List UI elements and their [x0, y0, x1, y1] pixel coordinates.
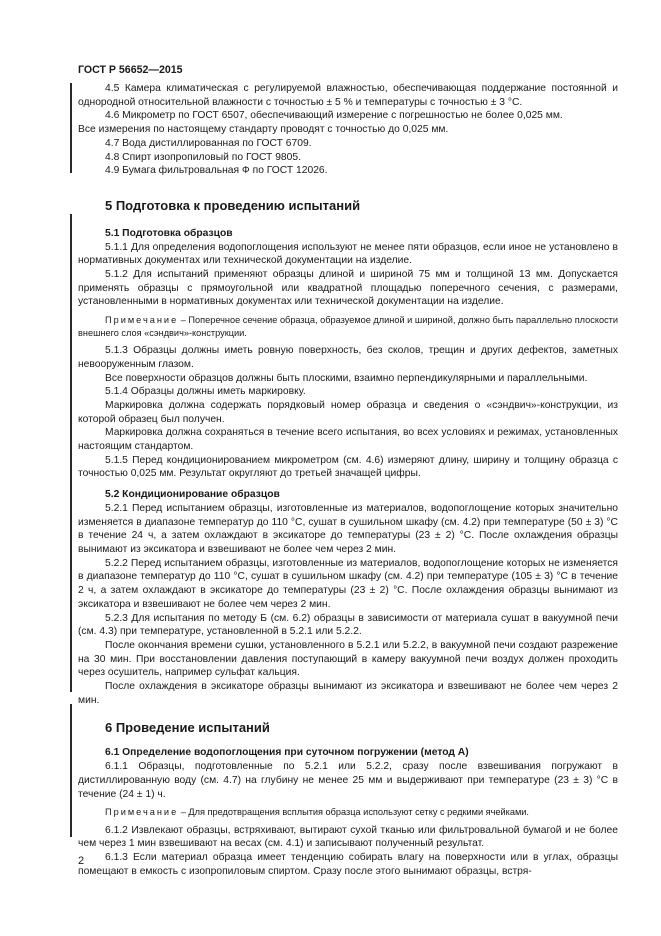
note	[78, 314, 618, 339]
paragraph: 6.1.1 Образцы, подготовленные по 5.2.1 или 5.2.2, сразу после взвешивания погружают в дистиллированную воду (см. 4.7) на глубину не менее 25 мм и выдерживают при температуре (23 ± 3) °C в течение (24 ± 1) ч.	[78, 761, 618, 800]
paragraph: 4.9 Бумага фильтровальная Ф по ГОСТ 12026.	[105, 165, 328, 177]
paragraph: 4.6 Микрометр по ГОСТ 6507, обеспечивающий измерение с погрешностью не более 0,025 мм.	[105, 110, 563, 122]
note-text: – Поперечное сечение образца, образуемое длиной и шириной, должно быть параллельно плоскости внешнего слоя «сэндвич»-конструкции.	[78, 315, 618, 338]
paragraph: 5.2.2 Перед испытанием образцы, изготовленные из материалов, водопоглощение которых не изменяется в диапазоне температур до 110 °C, сушат в сушильном шкафу (см. 4.2) при температуре (105 ± 3) °C в течение 2 ч, а затем охлаждают в эксикаторе до температуры (23 ± 2) °C. После охлаждения образцы вынимают из эксикатора и взвешивают не более чем через 2 мин.	[78, 557, 618, 610]
paragraph: 5.1.3 Образцы должны иметь ровную поверхность, без сколов, трещин и других дефектов, заметных невооруженным глазом.	[78, 345, 618, 370]
paragraph: 6.1.2 Извлекают образцы, встряхивают, вытирают сухой тканью или фильтровальной бумагой и не более чем через 1 мин взвешивают на весах (см. 4.1) и записывают полученный результат.	[78, 824, 618, 850]
change-bar	[70, 704, 72, 837]
section-heading: 5 Подготовка к проведению испытаний	[105, 197, 361, 213]
change-bar	[70, 83, 72, 173]
note	[78, 806, 618, 819]
document-body	[78, 82, 618, 879]
paragraph: Маркировка должна сохраняться в течение всего испытания, во всех условиях и режимах, установленных настоящим стандартом.	[78, 427, 618, 453]
page-header: ГОСТ Р 56652—2015	[78, 64, 183, 76]
paragraph: 5.1.5 Перед кондиционированием микрометром (см. 4.6) измеряют длину, ширину и толщину образца с точностью 0,025 мм. Результат округляют до третьей значащей цифры.	[78, 454, 618, 480]
page-number: 2	[78, 855, 85, 867]
subsection-heading: 6.1 Определение водопоглощения при суточном погружении (метод А)	[105, 747, 469, 759]
change-bar	[70, 214, 72, 692]
paragraph: После окончания времени сушки, установленного в 5.2.1 или 5.2.2, в вакуумной печи создают разрежение на 30 мин. При восстановлении давления поступающий в камеру вакуумной печи воздух должен проходить через осушитель, например сульфат кальция.	[78, 639, 618, 679]
paragraph: Все измерения по настоящему стандарту проводят с точностью до 0,025 мм.	[78, 124, 449, 136]
note-label: Примечание	[105, 315, 179, 326]
paragraph: 4.5 Камера климатическая с регулируемой влажностью, обеспечивающая поддержание постоянной и однородной относительной влажности с точностью ± 5 % и температуры с точностью ± 3 °C.	[78, 83, 618, 108]
paragraph: 6.1.3 Если материал образца имеет тенденцию собирать влагу на поверхности или в углах, образцы помещают в емкость с изопропиловым спиртом. Сразу после этого вынимают образцы, встря-	[78, 852, 618, 877]
paragraph: 4.7 Вода дистиллированная по ГОСТ 6709.	[105, 137, 312, 149]
section-heading: 6 Проведение испытаний	[105, 720, 270, 736]
paragraph: 5.2.1 Перед испытанием образцы, изготовленные из материалов, водопоглощение которых значительно изменяется в диапазоне температур до 110 °C, сушат в сушильном шкафу (см. 4.2) при температуре (50 ± 3) °C в течение 24 ч, а затем охлаждают в эксикаторе до температуры (23 ± 2) °C. После охлаждения образцы вынимают из эксикатора и взвешивают не более чем через 2 мин.	[78, 502, 618, 555]
paragraph: Все поверхности образцов должны быть плоскими, взаимно перпендикулярными и параллельными.	[105, 372, 588, 384]
paragraph: 5.1.2 Для испытаний применяют образцы длиной и шириной 75 мм и толщиной 13 мм. Допускается применять образцы с прямоугольной или квадратной площадью поперечного сечения, с размерами, установленными в нормативных документах или технической документации на изделие.	[78, 269, 618, 308]
subsection-heading: 5.1 Подготовка образцов	[105, 227, 233, 239]
paragraph: 5.1.1 Для определения водопоглощения используют не менее пяти образцов, если иное не установлено в нормативных документах или технической документации на изделие.	[78, 241, 618, 267]
note-text: – Для предотвращения всплытия образца используют сетку с редкими ячейками.	[178, 807, 529, 818]
paragraph: 4.8 Спирт изопропиловый по ГОСТ 9805.	[105, 151, 301, 163]
paragraph: 5.2.3 Для испытания по методу Б (см. 6.2) образцы в зависимости от материала сушат в вакуумной печи (см. 4.3) при температуре, установленной в 5.2.1 или 5.2.2.	[78, 612, 618, 638]
subsection-heading: 5.2 Кондиционирование образцов	[105, 489, 280, 501]
paragraph: 5.1.4 Образцы должны иметь маркировку.	[105, 386, 306, 398]
paragraph: После охлаждения в эксикаторе образцы вынимают из эксикатора и взвешивают не более чем через 2 мин.	[78, 681, 618, 706]
note-label: Примечание	[105, 807, 179, 818]
paragraph: Маркировка должна содержать порядковый номер образца и сведения о «сэндвич»-конструкции, из которой образец был получен.	[78, 399, 618, 425]
